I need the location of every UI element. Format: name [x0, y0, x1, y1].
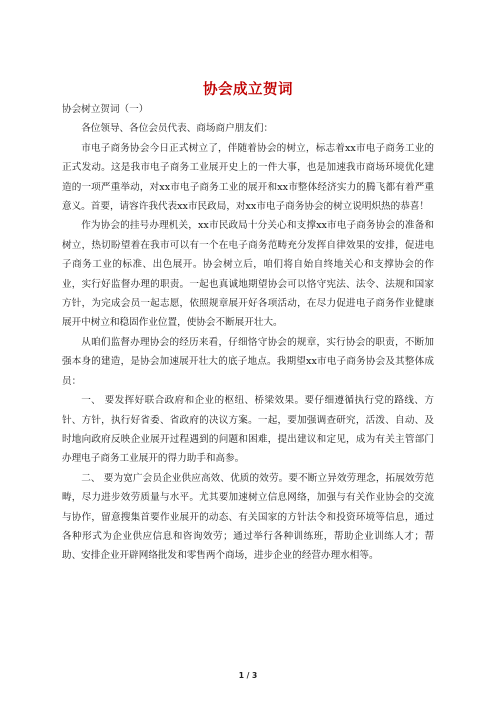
page-indicator: 1 / 3: [238, 671, 258, 680]
document-subtitle: 协会树立贺词（一）: [62, 104, 149, 115]
body-paragraph: 一、 要发挥好联合政府和企业的枢纽、桥梁效果。要仔细遵循执行党的路线、方针、方针，执行好省委、省政府的决议方案。一起，要加强调查研究，活泼、自动、及时地向政府反映企业展开过程遇到的问题和困难，提出建议和定见，成为有关主管部门办理电子商务工业展开的得力助手和高参。: [62, 395, 434, 465]
body-paragraph: 从咱们监督办理协会的经历来看，仔细恪守协会的规章，实行协会的职责，不断加强本身的建造，是协会加速展开壮大的底子地点。我期望xx市电子商务协会及其整体成员：: [62, 336, 434, 387]
body-paragraph: 作为协会的挂号办理机关，xx市民政局十分关心和支撑xx市电子商务协会的准备和树立，热切盼望着在我市可以有一个在电子商务范畴充分发挥自律效果的安排，促进电子商务工业的标准、出色展开。协会树立后，咱们将自始自终地关心和支撑协会的作业，实行好监督办理的职责。一起也真诚地期望协会可以恪守宪法、法令、法规和国家方针，为完成会员一起志愿，依照规章展开好各项活动，在尽力促进电子商务作业健康展开中树立和稳固作业位置，使协会不断展开壮大。: [62, 220, 434, 329]
salutation-paragraph: 各位领导、各位会员代表、商场商户朋友们：: [81, 123, 274, 135]
body-paragraph: 市电子商务协会今日正式树立了，伴随着协会的树立，标志着xx市电子商务工业的正式发动。这是我市电子商务工业展开史上的一件大事，也是加速我市商场环境优化建造的一项严重举动，对xx市电子商务工业的展开和xx市整体经济实力的腾飞都有着严重意义。首要，请容许我代表xx市民政局，对xx市电子商务协会的树立说明炽热的恭喜！: [62, 142, 434, 213]
document-title: 协会成立贺词: [203, 82, 293, 98]
body-paragraph: 二、 要为宽广会员企业供应高效、优质的效劳。要不断立异效劳理念，拓展效劳范畴，尽力进步效劳质量与水平。尤其要加速树立信息网络，加强与有关作业协会的交流与协作，留意搜集首要作业展开的动态、有关国家的方针法令和投资环境等信息，通过各种形式为企业供应信息和咨询效劳；通过举行各种训练班，帮助企业训练人才；帮助、安排企业开辟网络批发和零售两个商场，进步企业的经营办理水相等。: [62, 472, 434, 562]
document-body: [62, 100, 434, 566]
